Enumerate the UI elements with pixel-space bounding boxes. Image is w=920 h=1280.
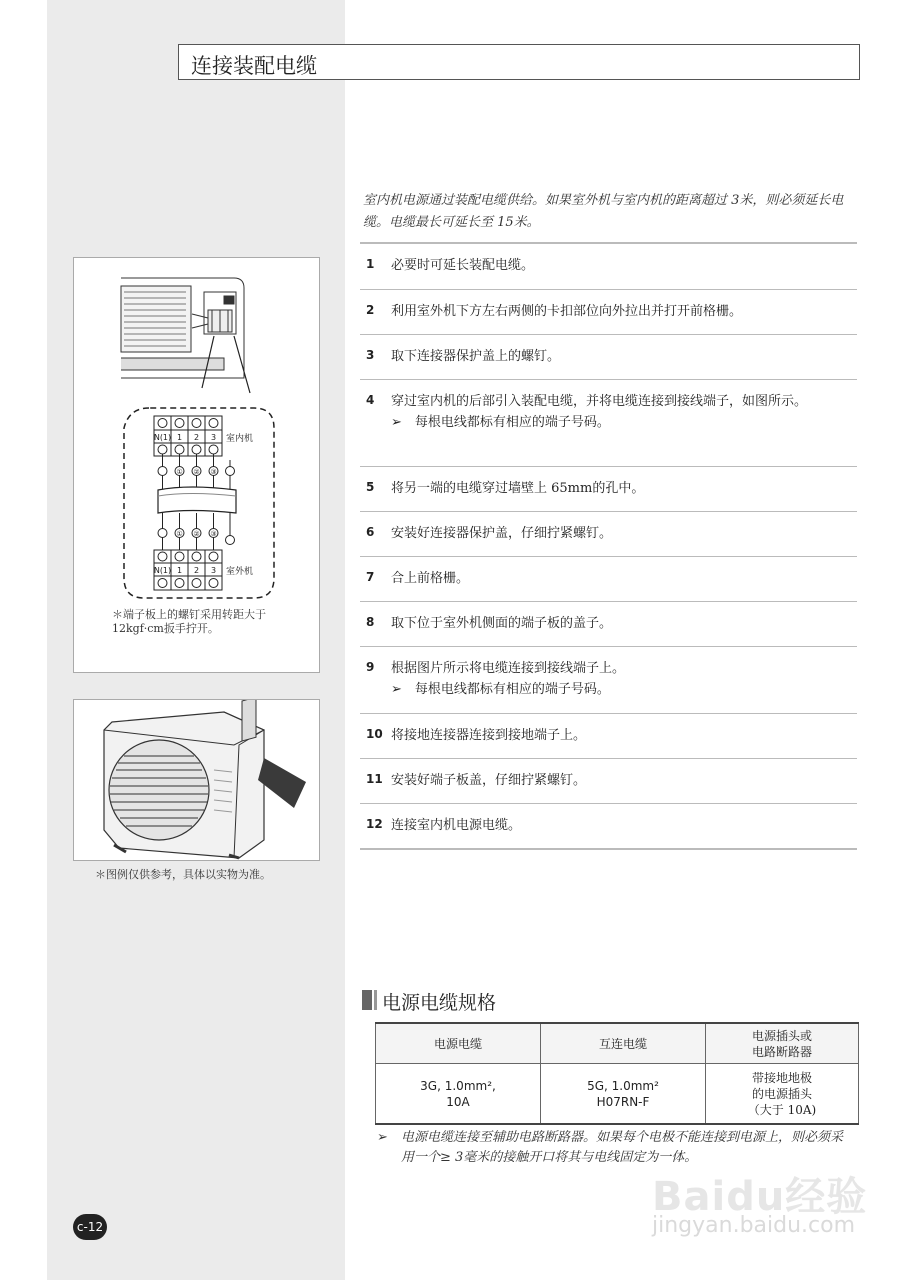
step-number: 8 <box>366 615 375 629</box>
steps-list <box>360 242 857 850</box>
table-header-cell <box>541 1023 706 1064</box>
outdoor-unit-icon <box>74 700 319 860</box>
table-row <box>376 1064 859 1125</box>
step-text: 利用室外机下方左右两侧的卡扣部位向外拉出并打开前格栅。 <box>391 304 743 319</box>
step-number: 9 <box>366 660 375 674</box>
step-number: 4 <box>366 393 375 407</box>
wire-mark: ② <box>193 468 200 476</box>
step-item <box>360 804 857 850</box>
terminal-label: N(1) <box>153 566 172 575</box>
step-text: 合上前格栅。 <box>391 571 470 586</box>
step-note: ➢ 每根电线都标有相应的端子号码。 <box>391 682 610 697</box>
terminal-label: 1 <box>176 433 183 442</box>
step-text: 取下位于室外机侧面的端子板的盖子。 <box>391 616 613 631</box>
step-item <box>360 335 857 380</box>
step-text: 连接室内机电源电缆。 <box>391 818 522 833</box>
wire-mark: ③ <box>210 530 217 538</box>
step-number: 2 <box>366 303 375 317</box>
step-number: 5 <box>366 480 375 494</box>
step-item <box>360 380 857 467</box>
step-text: 必要时可延长装配电缆。 <box>391 258 535 273</box>
step-item <box>360 244 857 290</box>
heading-bar-accent <box>374 990 377 1010</box>
terminal-label: N(1) <box>153 433 172 442</box>
indoor-unit-label: 室内机 <box>226 434 254 444</box>
step-text: 穿过室内机的后部引入装配电缆，并将电缆连接到接线端子，如图所示。 <box>391 394 808 409</box>
spec-table <box>375 1022 859 1125</box>
step-text: 将接地连接器连接到接地端子上。 <box>391 728 587 743</box>
watermark-url: jingyan.baidu.com <box>652 1213 856 1238</box>
pointer-arrow-icon <box>258 758 306 808</box>
step-number: 11 <box>366 772 383 786</box>
step-text-block <box>391 658 831 700</box>
step-item <box>360 602 857 647</box>
step-number: 10 <box>366 727 383 741</box>
terminal-label: 2 <box>193 433 200 442</box>
figure1-note: ＊端子板上的螺钉采用转距大于 12kgf·cm扳手拧开。 <box>112 608 266 635</box>
figure2-note: ＊图例仅供参考，具体以实物为准。 <box>95 868 271 881</box>
cell-text: 带接地地极 的电源插头 （大于 10A) <box>747 1070 817 1117</box>
watermark-logo: Baidu经验 <box>652 1174 868 1220</box>
header-text: 电源插头或 电路断路器 <box>751 1028 812 1059</box>
step-number: 7 <box>366 570 375 584</box>
wire-mark: ③ <box>210 468 217 476</box>
step-item <box>360 714 857 759</box>
wire-mark: ① <box>176 468 183 476</box>
step-text-block <box>391 391 831 433</box>
step-item <box>360 512 857 557</box>
cell-text: 5G, 1.0mm² H07RN-F <box>587 1078 659 1109</box>
cell-text: 3G, 1.0mm², 10A <box>420 1078 496 1109</box>
step-item <box>360 290 857 335</box>
step-text: 安装好连接器保护盖，仔细拧紧螺钉。 <box>391 526 613 541</box>
table-header-row <box>376 1023 859 1064</box>
spec-note-text: 电源电缆连接至辅助电路断路器。如果每个电极不能连接到电源上，则必须采用一个≥ 3毫米的接触开口将其与电线固定为一体。 <box>401 1130 844 1165</box>
step-number: 1 <box>366 257 375 271</box>
table-cell <box>706 1064 859 1125</box>
outdoor-unit-figure <box>73 699 320 861</box>
intro-paragraph: 室内机电源通过装配电缆供给。如果室外机与室内机的距离超过 3米，则必须延长电缆。电缆最长可延长至 15米。 <box>363 193 844 230</box>
spec-heading-text: 电源电缆规格 <box>382 992 497 1014</box>
terminal-label: 3 <box>210 433 217 442</box>
step-item <box>360 647 857 714</box>
outdoor-unit-label: 室外机 <box>226 567 254 577</box>
wire-mark: ② <box>193 530 200 538</box>
page-title-box <box>178 44 860 80</box>
step-text: 将另一端的电缆穿过墙壁上 65mm的孔中。 <box>391 481 645 496</box>
terminal-label: 1 <box>176 566 183 575</box>
terminal-label: 2 <box>193 566 200 575</box>
table-cell <box>541 1064 706 1125</box>
step-text: 安装好端子板盖，仔细拧紧螺钉。 <box>391 773 587 788</box>
header-text: 互连电缆 <box>598 1037 647 1051</box>
wire-mark: ① <box>176 530 183 538</box>
page-number-badge: c-12 <box>73 1214 107 1240</box>
table-cell <box>376 1064 541 1125</box>
step-text: 取下连接器保护盖上的螺钉。 <box>391 349 561 364</box>
indoor-unit-sketch-icon <box>121 278 244 378</box>
page-title: 连接装配电缆 <box>191 54 317 78</box>
table-header-cell <box>706 1023 859 1064</box>
arrow-icon: ➢ <box>377 1130 388 1145</box>
step-number: 3 <box>366 348 375 362</box>
table-header-cell <box>376 1023 541 1064</box>
step-number: 12 <box>366 817 383 831</box>
step-note: ➢ 每根电线都标有相应的端子号码。 <box>391 415 610 430</box>
step-item <box>360 557 857 602</box>
header-text: 电源电缆 <box>433 1037 482 1051</box>
step-number: 6 <box>366 525 375 539</box>
step-item <box>360 759 857 804</box>
heading-bar-icon <box>362 990 372 1010</box>
cable-bundle <box>158 487 236 513</box>
step-item <box>360 467 857 512</box>
terminal-label: 3 <box>210 566 217 575</box>
step-text: 根据图片所示将电缆连接到接线端子上。 <box>391 661 626 676</box>
